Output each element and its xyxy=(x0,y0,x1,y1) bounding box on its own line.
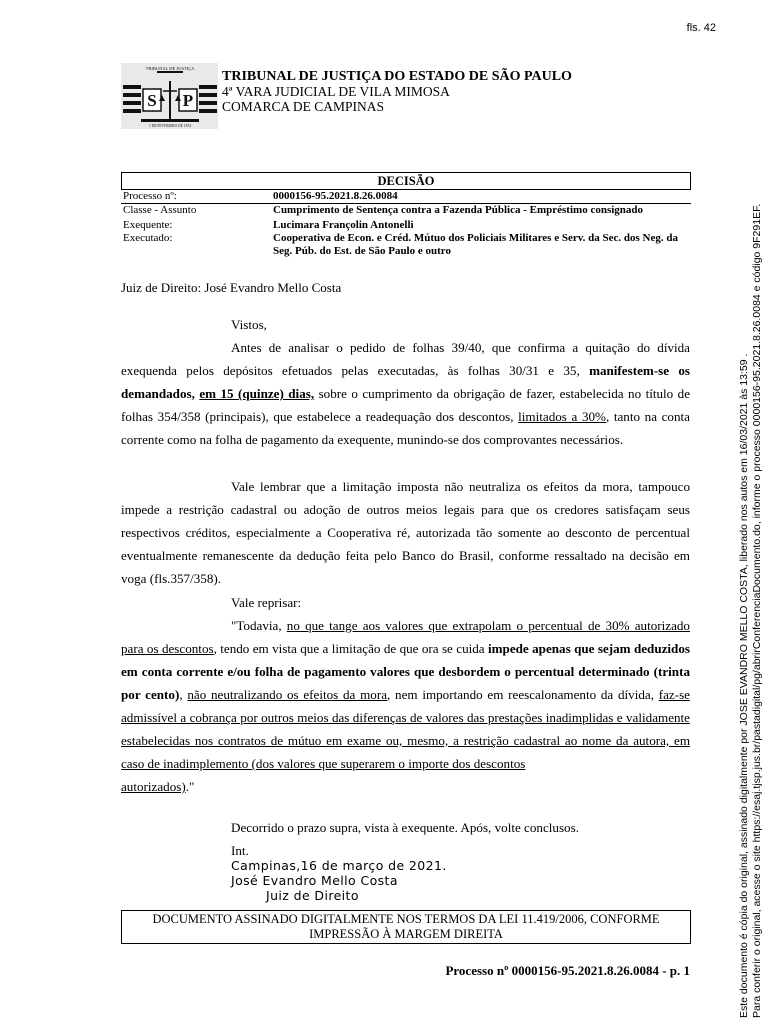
digital-signature-stamp: DOCUMENTO ASSINADO DIGITALMENTE NOS TERMOS DA LEI 11.419/2006, CONFORME IMPRESSÃO À MARGEM DIREITA xyxy=(121,910,691,944)
paragraph-1 xyxy=(121,336,690,451)
info-value: 0000156-95.2021.8.26.0084 xyxy=(273,190,398,202)
svg-text:P: P xyxy=(182,91,194,110)
page-number: fls. 42 xyxy=(686,22,716,34)
quote-paragraph xyxy=(121,614,690,798)
court-comarca: COMARCA DE CAMPINAS xyxy=(222,99,385,114)
text-run: , nem importando em reescalonamento da dívida, xyxy=(387,687,659,702)
text-run: sobre o cumprimento da obrigação de fazer, estabelecida no título de folhas 354/358 (principais), que estabelece a readequação dos descontos, xyxy=(121,386,691,424)
signer-role: Juiz de Direito xyxy=(266,888,359,903)
signer-name: José Evandro Mello Costa xyxy=(231,873,398,888)
text-run-underline: autorizados) xyxy=(121,779,186,794)
court-name: TRIBUNAL DE JUSTIÇA DO ESTADO DE SÃO PAULO xyxy=(222,69,572,84)
page-footer: Processo nº 0000156-95.2021.8.26.0084 - p. 1 xyxy=(445,963,690,978)
text-run: , xyxy=(179,687,188,702)
text-run: , tendo em vista que a limitação de que ora se cuida xyxy=(213,641,488,656)
text-run: , tanto na conta corrente como na folha de pagamento da exequente, munindo-se dos comprovantes necessários. xyxy=(121,409,690,447)
text-run-bold: impede apenas que sejam deduzidos em conta corrente e/ou folha de pagamento valores que desbordem o percentual determinado (trinta por cento) xyxy=(121,641,690,702)
vistos: Vistos, xyxy=(231,317,267,332)
signature-block xyxy=(231,858,447,903)
text-run: ." xyxy=(185,779,195,794)
info-label: Classe - Assunto xyxy=(123,204,197,216)
paragraph-5: Int. xyxy=(231,843,249,858)
side-margin-line-2: Para conferir o original, acesse o site https://esaj.tjsp.jus.br/pastadigital/pg/abrirConferenciaDocumento.do, informe o processo 0000156-95.2021.8.26.0084 e código 9F291EF. xyxy=(751,203,763,1018)
info-row-processo xyxy=(121,190,691,203)
info-label: Executado: xyxy=(123,232,173,244)
info-value: Lucimara Françolin Antonelli xyxy=(273,219,414,231)
svg-text:TRIBUNAL DE JUSTIÇA: TRIBUNAL DE JUSTIÇA xyxy=(145,66,195,71)
paragraph-3: Vale reprisar: xyxy=(231,595,302,610)
place-date: Campinas,16 de março de 2021. xyxy=(231,858,447,873)
paragraph-2: Vale lembrar que a limitação imposta não neutraliza os efeitos da mora, tampouco impede a restrição cadastral ou adoção de outros meios legais para que os credores satisfaçam seus respectivos créditos, especialmente a Cooperativa ré, autorizada tão somente ao desconto de percentual eventualmente remanescente da dedução feita pelo Banco do Brasil, conforme ressaltado na decisão em voga (fls.357/358). xyxy=(121,479,690,586)
info-value: Cumprimento de Sentença contra a Fazenda Pública - Empréstimo consignado xyxy=(273,204,644,216)
tribunal-seal-icon xyxy=(121,63,218,129)
svg-text:S: S xyxy=(147,91,157,110)
text-run-underline: no que tange aos valores que extrapolam o percentual de 30% autorizado para os descontos xyxy=(121,618,690,656)
svg-text:1 DE FEVEREIRO DE 1874: 1 DE FEVEREIRO DE 1874 xyxy=(149,124,191,128)
judge-line: Juiz de Direito: José Evandro Mello Costa xyxy=(121,280,342,295)
info-value: Cooperativa de Econ. e Créd. Mútuo dos Policiais Militares e Serv. da Sec. dos Neg. da Seg. Púb. do Est. de São Paulo e outro xyxy=(273,232,678,257)
text-run-bold: manifestem-se os demandados, xyxy=(121,363,690,401)
text-run-underline: não neutralizando os efeitos da mora xyxy=(187,687,388,702)
court-header xyxy=(222,69,572,114)
side-margin-note xyxy=(738,158,764,1018)
text-run-bold-underline: em 15 (quinze) dias, xyxy=(199,386,315,401)
info-row-executado xyxy=(121,232,691,258)
info-label: Processo nº: xyxy=(123,190,177,202)
info-row-classe xyxy=(121,204,691,217)
text-run-underline: faz-se admissível a cobrança por outros meios das diferenças de valores das prestações inadimplidas e validamente estabelecidas nos contratos de mútuo em exame ou, mesmo, a restrição cadastral ao nome da autora, em caso de inadimplemento (dos valores que superarem o importe dos descontos xyxy=(121,687,690,771)
info-label: Exequente: xyxy=(123,219,173,231)
decision-title: DECISÃO xyxy=(121,172,691,190)
info-row-exequente xyxy=(121,219,691,232)
text-run: Antes de analisar o pedido de folhas 39/40, que confirma a quitação do dívida exequenda pelos depósitos efetuados pelas executadas, às folhas 30/31 e 35, xyxy=(121,340,690,378)
paragraph-4: Decorrido o prazo supra, vista à exequente. Após, volte conclusos. xyxy=(231,820,579,835)
side-margin-line-1: Este documento é cópia do original, assinado digitalmente por JOSE EVANDRO MELLO COSTA, liberado nos autos em 16/03/2021 às 13:59 . xyxy=(738,353,750,1018)
text-run: "Todavia, xyxy=(231,618,287,633)
text-run-underline: limitados a 30% xyxy=(518,409,606,424)
decision-info-table xyxy=(121,172,691,258)
court-vara: 4ª VARA JUDICIAL DE VILA MIMOSA xyxy=(222,84,450,99)
